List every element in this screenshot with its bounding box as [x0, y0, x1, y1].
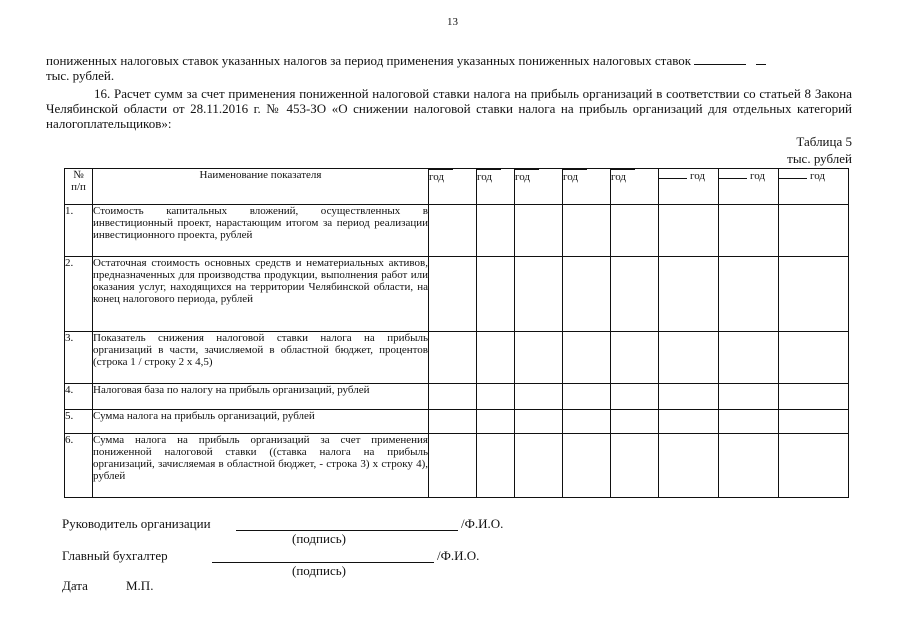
year-word: год [810, 170, 826, 182]
value-cell [515, 332, 563, 384]
table-row [65, 205, 849, 257]
header-name: Наименование показателя [93, 169, 429, 205]
row-indicator: Стоимость капитальных вложений, осуществленных в инвестиционный проект, нарастающим итогом за период реализации инвестиционного проекта, рублей [93, 205, 429, 257]
row-indicator: Сумма налога на прибыль организаций за счет применения пониженной налоговой ставки ((ставка налога на прибыль организаций, зачисляемая в областной бюджет, - строка 3) х строку 4), рублей [93, 434, 429, 498]
value-cell [429, 205, 477, 257]
value-cell [719, 384, 779, 410]
value-cell [477, 410, 515, 434]
accountant-label: Главный бухгалтер [62, 548, 168, 563]
value-cell [515, 257, 563, 332]
header-year-1 [429, 169, 477, 205]
row-number: 3. [65, 332, 93, 384]
value-cell [563, 384, 611, 410]
value-cell [477, 205, 515, 257]
header-no [65, 169, 93, 205]
unit-text: тыс. рублей. [46, 68, 115, 83]
head-signature-line [236, 530, 458, 531]
year-blank [611, 169, 635, 170]
year-blank [515, 169, 539, 170]
stamp-label: М.П. [126, 578, 154, 593]
table-unit: тыс. рублей [787, 151, 852, 166]
value-cell [659, 332, 719, 384]
table-header-row [65, 169, 849, 205]
row-indicator: Налоговая база по налогу на прибыль организаций, рублей [93, 384, 429, 410]
value-cell [477, 384, 515, 410]
value-cell [429, 332, 477, 384]
head-label: Руководитель организации [62, 516, 211, 531]
value-cell [477, 257, 515, 332]
year-word: год [515, 171, 531, 183]
header-year-4 [563, 169, 611, 205]
value-cell [477, 332, 515, 384]
row-number: 6. [65, 434, 93, 498]
table-caption: Таблица 5 [796, 134, 852, 149]
table-row [65, 257, 849, 332]
value-cell [719, 434, 779, 498]
year-blank [429, 169, 453, 170]
value-cell [659, 410, 719, 434]
year-word: год [611, 171, 627, 183]
row-number: 4. [65, 384, 93, 410]
year-blank [563, 169, 587, 170]
year-word: год [563, 171, 579, 183]
value-cell [429, 410, 477, 434]
value-cell [719, 332, 779, 384]
value-cell [611, 384, 659, 410]
table-row [65, 410, 849, 434]
value-cell [429, 257, 477, 332]
value-cell [515, 205, 563, 257]
head-podpis: (подпись) [292, 531, 346, 546]
date-label: Дата [62, 578, 88, 593]
value-cell [779, 384, 849, 410]
header-year-7 [719, 169, 779, 205]
header-year-6 [659, 169, 719, 205]
row-number: 2. [65, 257, 93, 332]
paragraph-continuation [46, 53, 852, 83]
value-cell [779, 434, 849, 498]
year-word: год [429, 171, 445, 183]
table-row [65, 384, 849, 410]
header-no-line2: п/п [71, 181, 86, 193]
value-cell [719, 257, 779, 332]
table-row [65, 434, 849, 498]
value-cell [515, 434, 563, 498]
header-no-line1: № [73, 169, 84, 181]
value-cell [563, 257, 611, 332]
value-cell [611, 434, 659, 498]
value-cell [563, 410, 611, 434]
value-cell [779, 410, 849, 434]
paragraph-16: 16. Расчет сумм за счет применения пониженной налоговой ставки налога на прибыль организаций в соответствии со статьей 8 Закона Челябинской области от 28.11.2016 г. № 453-ЗО «О снижении налоговой ставки налога на прибыль организаций для отдельных категорий налогоплательщиков»: [46, 86, 852, 131]
header-year-3 [515, 169, 563, 205]
value-cell [429, 384, 477, 410]
blank-line [756, 53, 766, 65]
value-cell [659, 384, 719, 410]
value-cell [659, 257, 719, 332]
row-number: 5. [65, 410, 93, 434]
value-cell [611, 257, 659, 332]
value-cell [563, 332, 611, 384]
year-word: год [477, 171, 493, 183]
value-cell [429, 434, 477, 498]
value-cell [719, 205, 779, 257]
row-number: 1. [65, 205, 93, 257]
row-indicator: Сумма налога на прибыль организаций, рублей [93, 410, 429, 434]
value-cell [477, 434, 515, 498]
value-cell [563, 205, 611, 257]
value-cell [779, 205, 849, 257]
value-cell [611, 332, 659, 384]
value-cell [779, 257, 849, 332]
indicator-table [64, 168, 849, 498]
year-blank [477, 169, 501, 170]
year-blank [659, 169, 687, 179]
header-year-8 [779, 169, 849, 205]
year-word: год [690, 170, 706, 182]
year-blank [779, 169, 807, 179]
paragraph-continuation-text: пониженных налоговых ставок указанных налогов за период применения указанных пониженных налоговых ставок [46, 53, 692, 68]
table-row [65, 332, 849, 384]
value-cell [515, 384, 563, 410]
year-word: год [750, 170, 766, 182]
value-cell [659, 205, 719, 257]
header-year-5 [611, 169, 659, 205]
row-indicator: Показатель снижения налоговой ставки налога на прибыль организаций в части, зачисляемой в областной бюджет, процентов (строка 1 / строку 2 х 4,5) [93, 332, 429, 384]
row-indicator: Остаточная стоимость основных средств и нематериальных активов, предназначенных для производства продукции, выполнения работ или оказания услуг, находящихся на территории Челябинской области, на конец налогового периода, рублей [93, 257, 429, 332]
value-cell [779, 332, 849, 384]
value-cell [563, 434, 611, 498]
head-fio: /Ф.И.О. [461, 516, 504, 531]
page-number: 13 [447, 16, 458, 28]
header-year-2 [477, 169, 515, 205]
year-blank [719, 169, 747, 179]
blank-line [694, 53, 746, 65]
value-cell [515, 410, 563, 434]
value-cell [611, 205, 659, 257]
value-cell [611, 410, 659, 434]
accountant-podpis: (подпись) [292, 563, 346, 578]
accountant-fio: /Ф.И.О. [437, 548, 480, 563]
value-cell [719, 410, 779, 434]
value-cell [659, 434, 719, 498]
